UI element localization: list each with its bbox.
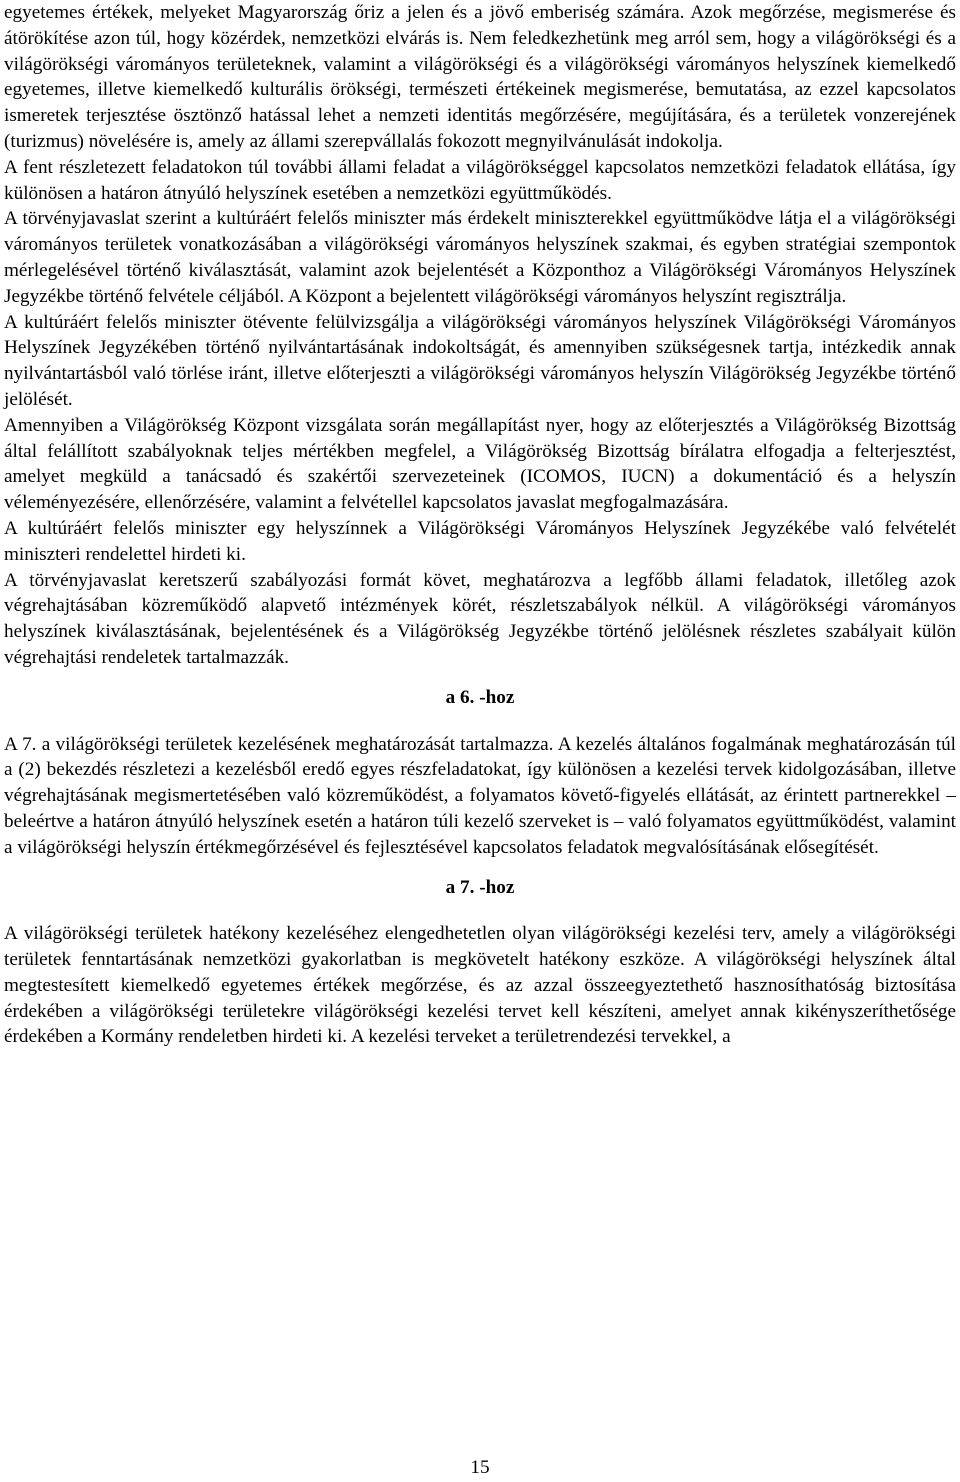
paragraph-five-year-review: A kultúráért felelős miniszter ötévente felülvizsgálja a világörökségi várományos helyszínek Világörökségi Várományos Helyszínek Jegyzékében történő nyilvántartásának indokoltságát, és amennyiben szükségesnek tartja, intézkedik annak nyilvántartásból való törlése iránt, illetve előterjeszti a világörökségi várományos helyszín Világörökség Jegyzékbe történő jelölését. xyxy=(4,311,956,410)
page-number: 15 xyxy=(470,1457,490,1478)
paragraph-framework-regulation: A törvényjavaslat keretszerű szabályozási formát követ, meghatározva a legfőbb állami feladatok, illetőleg azok végrehajtásában közreműködő alapvető intézmények körét, részletszabályok nélkül. A világörökségi várományos helyszínek kiválasztásának, bejelentésének és a Világörökség Jegyzékbe történő jelölésnek részletes szabályait külön végrehajtási rendeletek tartalmazzák. xyxy=(4,569,956,668)
section-heading-7: a 7. -hoz xyxy=(445,876,515,898)
paragraph-section-7: A világörökségi területek hatékony kezeléséhez elengedhetetlen olyan világörökségi kezelési terv, amely a világörökségi területek fenntartásának nemzetközi gyakorlatban is megkövetelt hatékony eszköze. A világörökségi helyszínek által megtestesített kiemelkedő egyetemes értékek megőrzése, és az azzal összeegyeztethető hasznosíthatóság biztosítása érdekében a világörökségi területekre világörökségi kezelési tervet kell készíteni, amelyet annak kikényszeríthetősége érdekében a Kormány rendeletben hirdeti ki. A kezelési terveket a területrendezési tervekkel, a xyxy=(4,923,956,1048)
paragraph-section-6: A 7. a világörökségi területek kezelésének meghatározását tartalmazza. A kezelés általános fogalmának meghatározásán túl a (2) bekezdés részletezi a kezelésből eredő egyes részfeladatokat, így különösen a kezelési tervek kidolgozásában, illetve végrehajtásának megismertetésében való közreműködést, a folyamatos követő-figyelés ellátását, az érintett partnerekkel – beleértve a határon átnyúló helyszínek esetén a határon túli kezelő szerveket is – való folyamatos együttműködést, valamint a világörökségi helyszín értékmegőrzésével és fejlesztésével kapcsolatos feladatok megvalósításának elősegítését. xyxy=(4,733,956,858)
document-body xyxy=(4,0,956,1050)
section-heading-6: a 6. -hoz xyxy=(445,686,515,708)
paragraph-committee-evaluation: Amennyiben a Világörökség Központ vizsgálata során megállapítást nyer, hogy az előterjesztés a Világörökség Bizottság által felállított szabályoknak teljes mértékben megfelel, a Világörökség Bizottság bírálatra elfogadja a felterjesztést, amelyet megküld a tanácsadó és szakértői szervezeteinek (ICOMOS, IUCN) a dokumentáció és a helyszín véleményezésére, ellenőrzésére, valamint a felvétellel kapcsolatos javaslat megfogalmazására. xyxy=(4,414,956,514)
paragraph-minister-selection: A törvényjavaslat szerint a kultúráért felelős miniszter más érdekelt miniszterekkel együttműködve látja el a világörökségi várományos területek vonatkozásában a világörökségi várományos helyszínek szakmai, és egyben stratégiai szempontok mérlegelésével történő kiválasztását, valamint azok bejelentését a Központhoz a Világörökségi Várományos Helyszínek Jegyzékbe történő felvétele céljából. A Központ a bejelentett világörökségi várományos helyszínt regisztrálja. xyxy=(4,208,956,307)
paragraph-ministerial-decree: A kultúráért felelős miniszter egy helyszínnek a Világörökségi Várományos Helyszínek Jegyzékébe való felvételét miniszteri rendelettel hirdeti ki. xyxy=(4,517,956,565)
paragraph-international-tasks: A fent részletezett feladatokon túl további állami feladat a világörökséggel kapcsolatos nemzetközi feladatok ellátása, így különösen a határon átnyúló helyszínek esetében a nemzetközi együttműködés. xyxy=(4,156,956,204)
paragraph-world-heritage-values: egyetemes értékek, melyeket Magyarország őriz a jelen és a jövő emberiség számára. Azok megőrzése, megismerése és átörökítése azon túl, hogy közérdek, nemzetközi elvárás is. Nem feledkezhetünk meg arról sem, hogy a világörökségi és a világörökségi várományos területeknek, valamint a világörökségi és a világörökségi várományos helyszínek kiemelkedő egyetemes, illetve kiemelkedő kulturális örökségi, természeti értékeinek megismerése, bemutatása, az ezzel kapcsolatos ismeretek terjesztése ösztönző hatással lehet a nemzeti identitás megőrzésére, megújítására, és a területek vonzerejének (turizmus) növelésére is, amely az állami szerepvállalás fokozott megnyilvánulását indokolja. xyxy=(4,2,956,152)
